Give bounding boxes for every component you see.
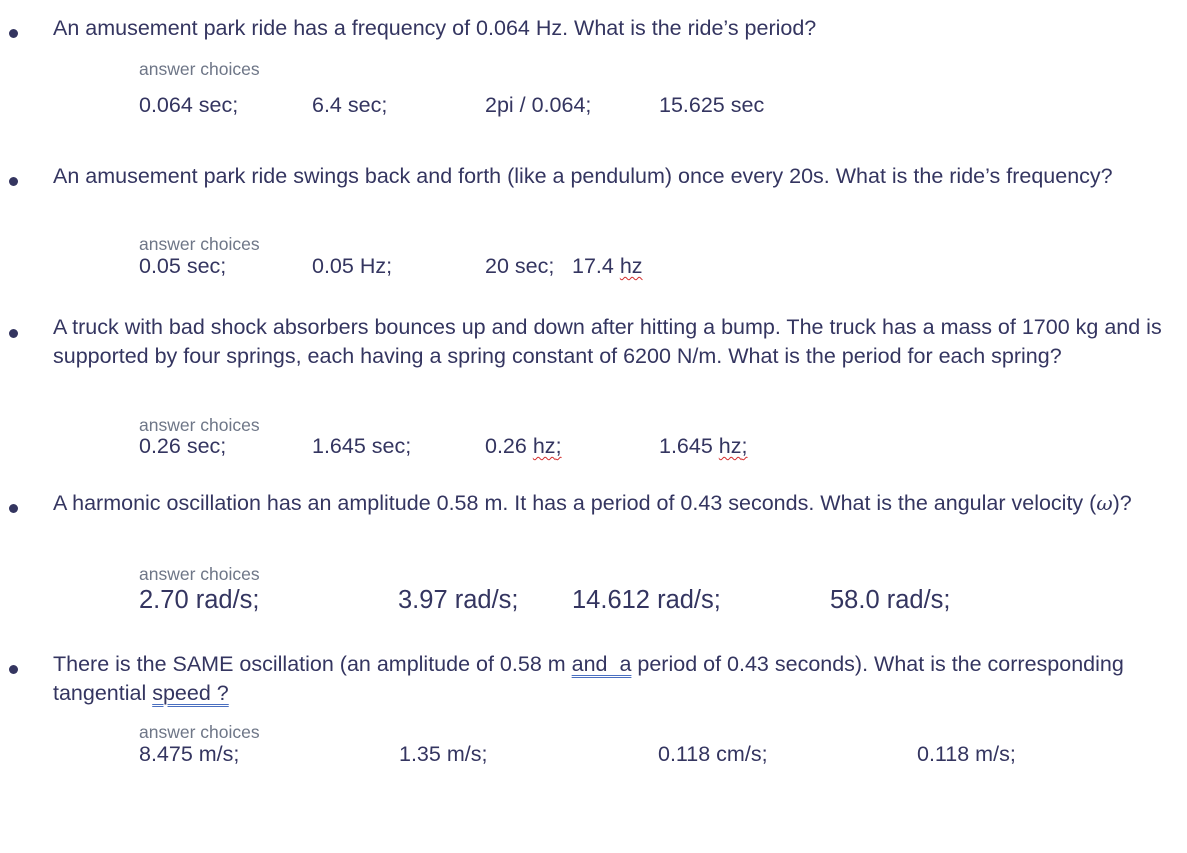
q4-text-after: )?: [1112, 491, 1132, 515]
q3-choice-4: [659, 434, 748, 459]
q3-choice-1: 0.26 sec;: [139, 434, 227, 458]
bullet-2: [9, 177, 18, 186]
q5-text-middle: period of 0.43 seconds). What is the corresponding tangential: [53, 652, 1124, 705]
q2-choice-2: 0.05 Hz;: [312, 254, 393, 278]
q2-choice-4: [572, 254, 643, 279]
bullet-1: [9, 29, 18, 38]
q3-choice-3-value: 0.26: [485, 434, 527, 458]
q3-choice-2: 1.645 sec;: [312, 434, 412, 458]
answer-choices-label-5: answer choices: [139, 722, 260, 742]
q3-choice-4-suffix: ;: [741, 434, 748, 458]
q3-choice-3-suffix: ;: [555, 434, 562, 458]
q1-choice-3: 2pi / 0.064;: [485, 93, 592, 117]
q5-choice-3: 0.118 cm/s;: [658, 742, 768, 766]
answer-choices-label-2: answer choices: [139, 234, 260, 254]
bullet-5: [9, 665, 18, 674]
q3-choice-3-unit: [533, 434, 562, 458]
answer-choices-label-3: answer choices: [139, 415, 260, 435]
q4-choice-1: 2.70 rad/s;: [139, 586, 260, 614]
q5-choice-2: 1.35 m/s;: [399, 742, 488, 766]
q4-choice-2: 3.97 rad/s;: [398, 586, 519, 614]
answer-choices-label-1: answer choices: [139, 59, 260, 79]
question-4-text: [53, 489, 1173, 518]
q1-choice-2: 6.4 sec;: [312, 93, 388, 117]
q5-choice-4: 0.118 m/s;: [917, 742, 1016, 766]
q5-choice-1: 8.475 m/s;: [139, 742, 240, 766]
question-2-text: An amusement park ride swings back and forth (like a pendulum) once every 20s. What is the ride’s frequency?: [53, 164, 1113, 188]
q5-grammar-mark-1: and a: [571, 652, 632, 676]
q2-choice-4-unit: hz: [619, 254, 643, 278]
q1-choice-4: 15.625 sec: [659, 93, 765, 117]
q3-choice-4-unit-text: hz: [718, 434, 742, 458]
q3-choice-3-unit-text: hz: [532, 434, 556, 458]
q2-choice-4-value: 17.4: [572, 254, 614, 278]
q5-text-before: There is the SAME oscillation (an amplitude of 0.58 m: [53, 652, 572, 676]
q1-choice-1: 0.064 sec;: [139, 93, 239, 117]
bullet-4: [9, 504, 18, 513]
q3-choice-4-value: 1.645: [659, 434, 713, 458]
question-5-text: [53, 650, 1173, 707]
bullet-3: [9, 329, 18, 338]
q3-choice-4-unit: [719, 434, 748, 458]
q2-choice-1: 0.05 sec;: [139, 254, 227, 278]
question-3-text: A truck with bad shock absorbers bounces up and down after hitting a bump. The truck has a mass of 1700 kg and is supported by four springs, each having a spring constant of 6200 N/m. What is the period for each spring?: [53, 315, 1162, 368]
answer-choices-label-4: answer choices: [139, 564, 260, 584]
question-1-text: An amusement park ride has a frequency of 0.064 Hz. What is the ride’s period?: [53, 16, 817, 40]
omega-symbol: ω: [1096, 491, 1113, 515]
q4-choice-4: 58.0 rad/s;: [830, 586, 951, 614]
q5-grammar-mark-2: speed ?: [152, 680, 229, 705]
q4-text-before: A harmonic oscillation has an amplitude 0.58 m. It has a period of 0.43 seconds. What is the angular velocity (: [53, 491, 1097, 515]
q4-choice-3: 14.612 rad/s;: [572, 586, 721, 614]
q3-choice-3: [485, 434, 562, 459]
q2-choice-3: 20 sec;: [485, 254, 555, 278]
